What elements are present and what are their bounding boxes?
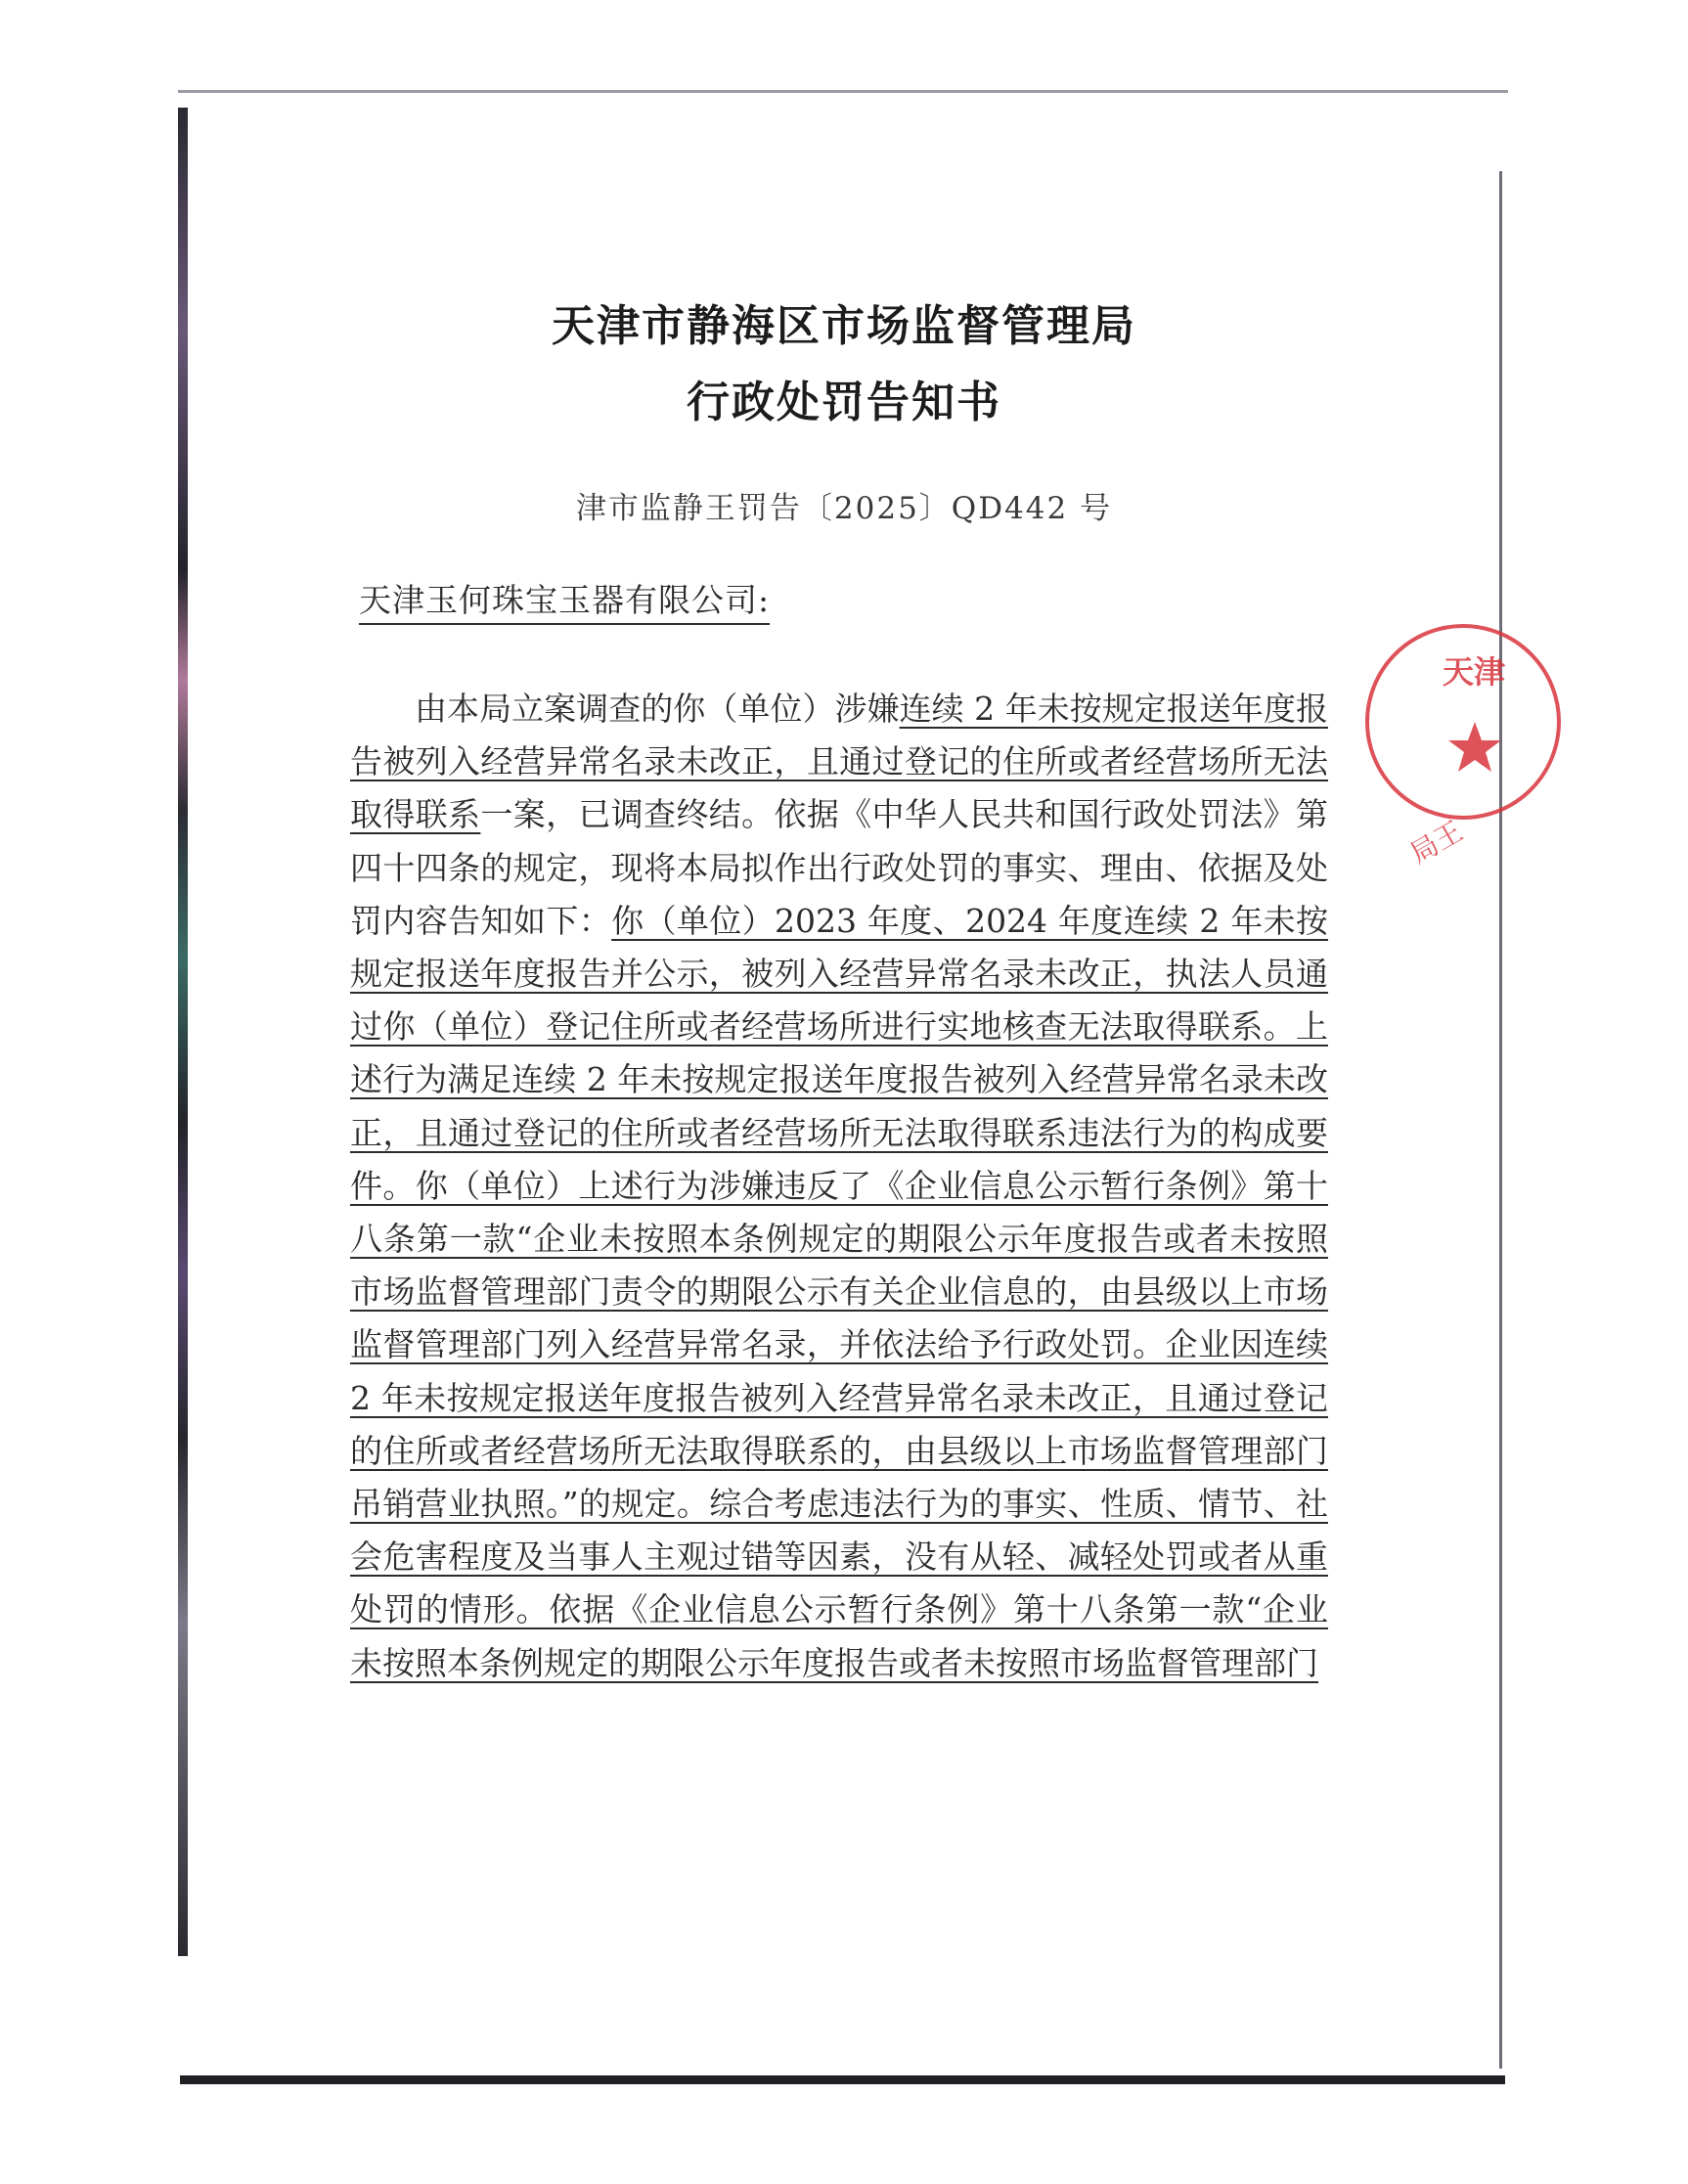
seal-text-bottom: 局王 xyxy=(1404,815,1469,870)
body-text-underlined-2: 你（单位）2023 年度、2024 年度连续 2 年未按规定报送年度报告并公示，被列入经营异常名录未改正，执法人员通过你（单位）登记住所或者经营场所进行实地核查无法取得联系。上述行为满足连续 2 年未按规定报送年度报告被列入经营异常名录未改正，且通过登记的住所或者经营场所无法取得联系违法行为的构成要件。你（单位）上述行为涉嫌违反了《企业信息公示暂行条例》第十八条第一款“企业未按照本条例规定的期限公示年度报告或者未按照市场监督管理部门责令的期限公示有关企业信息的，由县级以上市场监督管理部门列入经营异常名录，并依法给予行政处罚。企业因连续 2 年未按规定报送年度报告被列入经营异常名录未改正，且通过登记的住所或者经营场所无法取得联系的，由县级以上市场监督管理部门吊销营业执照。”的规定。综合考虑违法行为的事实、性质、情节、社会危害程度及当事人主观过错等因素，没有从轻、减轻处罚或者从重处罚的情形。依据《企业信息公示暂行条例》第十八条第一款“企业未按照本条例规定的期限公示年度报告或者未按照市场监督管理部门 xyxy=(350,901,1329,1682)
body-text-plain-1: 由本局立案调查的你（单位）涉嫌 xyxy=(415,690,900,728)
seal-star-icon xyxy=(1445,719,1504,778)
scan-edge-right xyxy=(1499,171,1502,2069)
document-title-type: 行政处罚告知书 xyxy=(687,378,1001,427)
recipient-name: 天津玉何珠宝玉器有限公司: xyxy=(359,575,770,625)
body-text-plain-2: 一案，已调查终结。依据《中华人民共和国行政处罚法》第四十四条的规定，现将本局拟作出行政处罚的事实、理由、依据及处罚内容告知如下： xyxy=(350,795,1329,940)
seal-text-top: 天津 xyxy=(1443,653,1506,691)
scan-edge-bottom xyxy=(180,2075,1505,2084)
notice-body xyxy=(350,683,1328,1690)
document-number: 津市监静王罚告〔2025〕QD442 号 xyxy=(575,491,1113,526)
document-title-issuer: 天津市静海区市场监督管理局 xyxy=(552,301,1136,351)
body-text-underlined-1: 连续 2 年未按规定报送年度报告被列入经营异常名录未改正，且通过登记的住所或者经营场所无法取得联系 xyxy=(350,690,1328,834)
